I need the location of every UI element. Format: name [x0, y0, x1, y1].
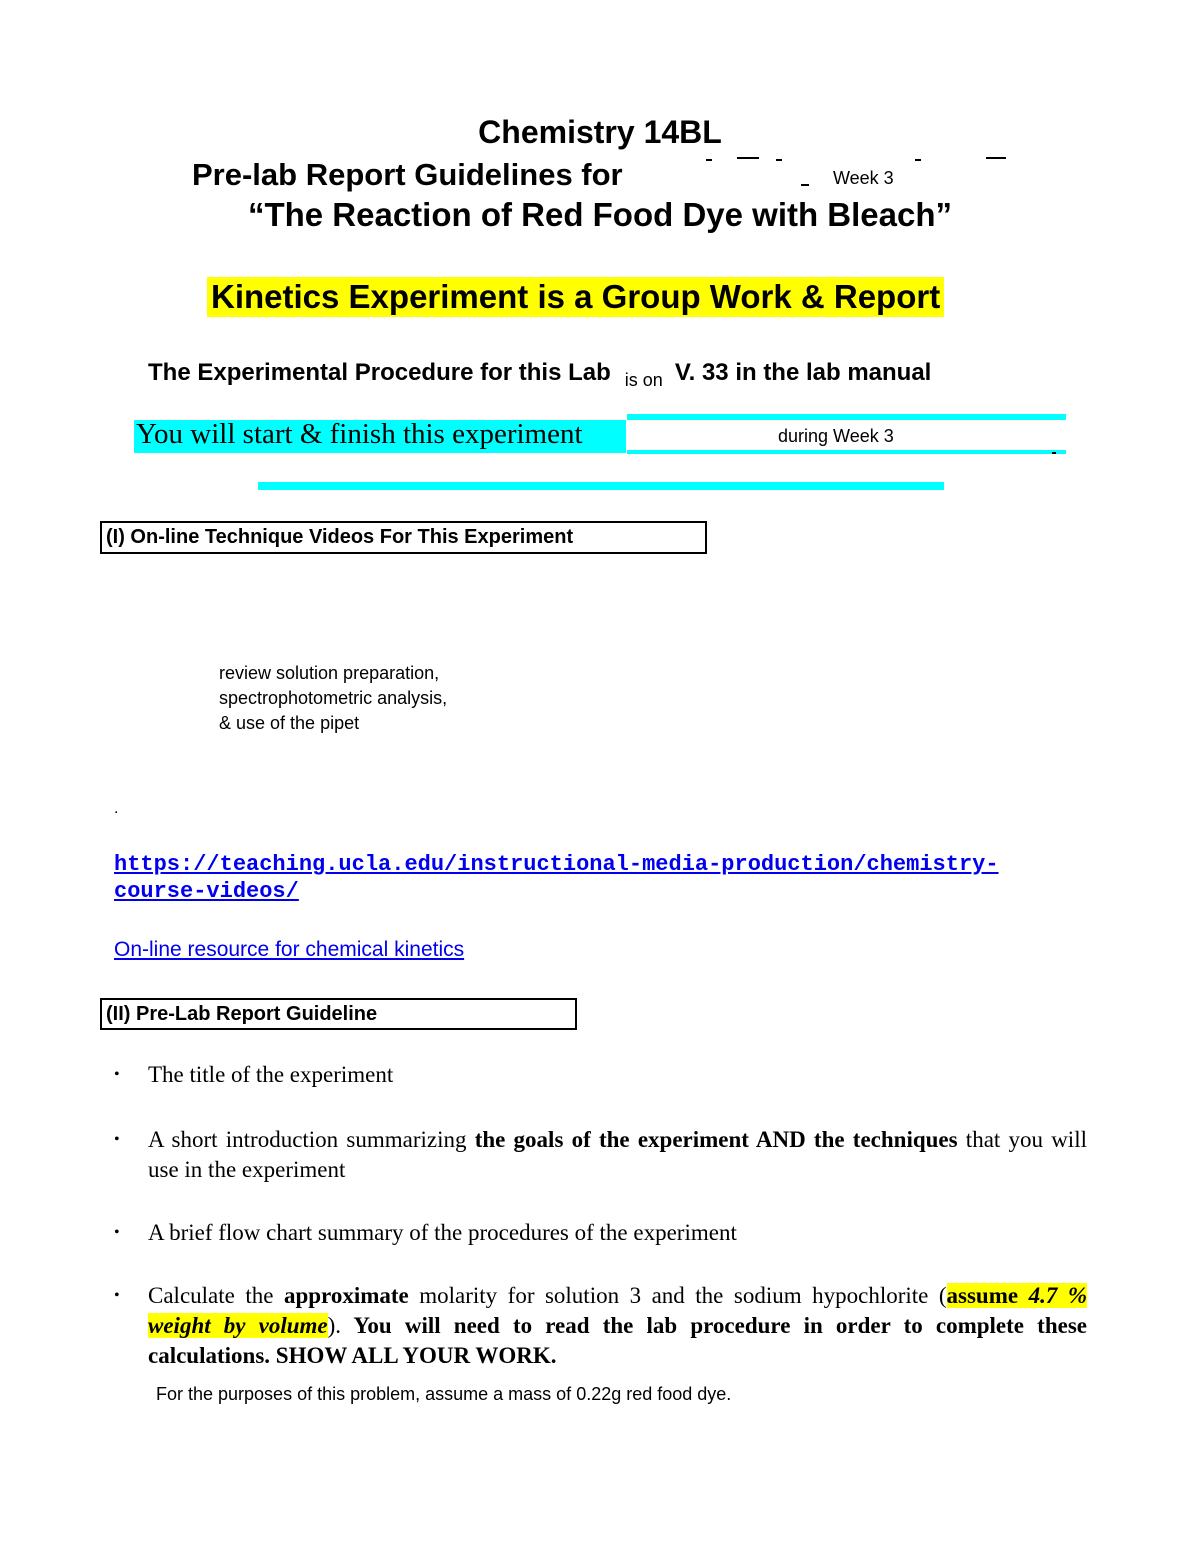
list-item	[114, 1281, 1087, 1371]
guideline-list	[114, 1060, 1087, 1371]
highlight-bar	[258, 482, 944, 490]
list-item	[114, 1125, 1087, 1185]
highlight-bar	[627, 414, 1066, 420]
procedure-location: V. 33 in the lab manual	[674, 359, 932, 386]
redaction-dash	[915, 159, 921, 161]
guidelines-heading: Pre-lab Report Guidelines for	[192, 157, 623, 192]
item-text: that you will use in the experiment	[148, 1127, 1087, 1182]
item-emphasis: You will need to read the lab procedure in order to complete these calculations. SHOW ALL YOUR WORK.	[148, 1313, 1087, 1368]
procedure-connector: is on	[624, 370, 663, 390]
bullet-icon: •	[114, 1066, 120, 1083]
item-text: molarity for solution 3 and the sodium hypochlorite (	[408, 1283, 947, 1308]
assume-value: 4.7 % weight by volume	[148, 1283, 1087, 1338]
experiment-title: “The Reaction of Red Food Dye with Bleach”	[247, 196, 953, 233]
item-text: A short introduction summarizing	[148, 1127, 475, 1152]
footnote: For the purposes of this problem, assume a mass of 0.22g red food dye.	[156, 1384, 732, 1404]
url-line[interactable]: course-videos/	[114, 879, 299, 904]
redaction-dash	[776, 159, 782, 161]
stray-mark: .	[114, 800, 119, 817]
redaction-dash	[801, 184, 809, 186]
bullet-icon: •	[114, 1131, 120, 1148]
kinetics-resource-link[interactable]: On-line resource for chemical kinetics	[114, 938, 465, 961]
highlight-bar	[627, 450, 1066, 454]
list-item	[114, 1060, 1087, 1090]
url-line[interactable]: https://teaching.ucla.edu/instructional-media-production/chemistry-	[114, 852, 999, 877]
list-item	[114, 1218, 1087, 1248]
redaction-dash	[706, 159, 712, 161]
bullet-icon: •	[114, 1287, 120, 1304]
redaction-dash	[737, 157, 759, 159]
assume-label: assume	[946, 1283, 1029, 1308]
redaction-dash	[1052, 452, 1056, 454]
schedule-text: You will start & finish this experiment	[136, 418, 583, 450]
item-emphasis: approximate	[283, 1283, 409, 1308]
week-tag: Week 3	[833, 168, 894, 188]
group-work-banner: Kinetics Experiment is a Group Work & Report	[207, 277, 944, 317]
item-text: ).	[327, 1313, 342, 1338]
schedule-week: during Week 3	[778, 426, 894, 446]
course-title: Chemistry 14BL	[478, 114, 722, 150]
section-heading-guideline: (II) Pre-Lab Report Guideline	[100, 998, 577, 1030]
note-line: & use of the pipet	[219, 713, 360, 733]
procedure-lead: The Experimental Procedure for this Lab	[148, 359, 611, 386]
bullet-icon: •	[114, 1224, 120, 1241]
item-text: The title of the experiment	[148, 1062, 394, 1087]
redaction-dash	[986, 157, 1006, 159]
note-line: review solution preparation,	[219, 663, 440, 683]
note-line: spectrophotometric analysis,	[219, 688, 448, 708]
video-notes	[219, 661, 447, 736]
video-url-link[interactable]	[114, 851, 999, 905]
item-emphasis: the goals of the experiment AND the techniques	[474, 1127, 958, 1152]
procedure-line	[148, 359, 932, 390]
section-heading-videos: (I) On-line Technique Videos For This Experiment	[100, 521, 707, 554]
item-text: Calculate the	[148, 1283, 284, 1308]
item-text: A brief flow chart summary of the procedures of the experiment	[148, 1220, 737, 1245]
